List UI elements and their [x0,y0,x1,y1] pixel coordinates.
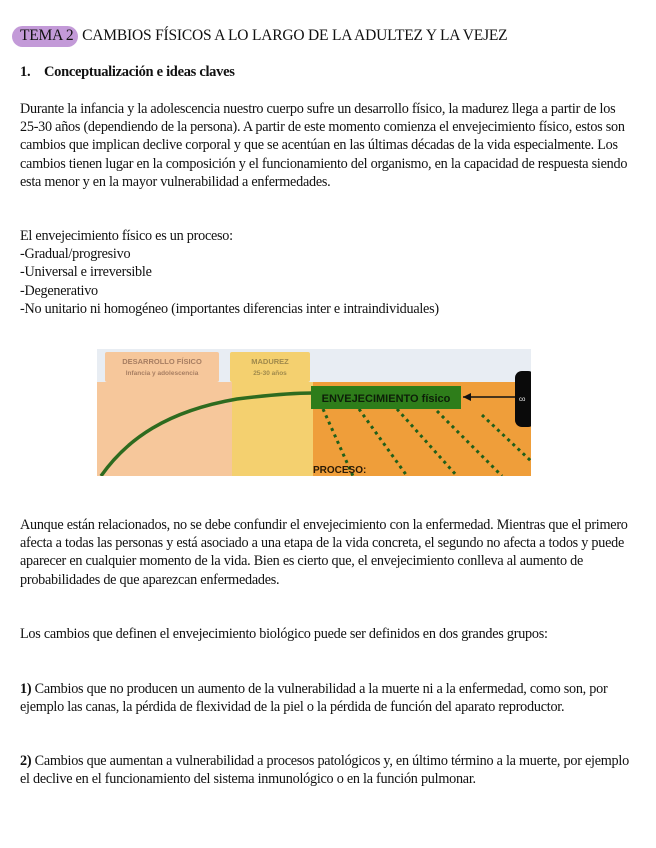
phase-maturity-title: MADUREZ [251,357,289,366]
groups-paragraph: Los cambios que definen el envejecimiento biológico puede ser definidos en dos grandes grupos: [20,626,548,642]
list-item: -No unitario ni homogéneo (importantes diferencias inter e intraindividuales) [20,300,439,317]
process-list-intro: El envejecimiento físico es un proceso: [20,228,233,244]
list-item: -Gradual/progresivo [20,246,131,263]
phase-development-title: DESARROLLO FÍSICO [122,357,202,366]
title-text: CAMBIOS FÍSICOS A LO LARGO DE LA ADULTEZ Y LA VEJEZ [82,27,508,44]
topic-tag: TEMA 2 [12,26,78,47]
document-title [12,26,507,47]
aging-diagram [97,349,531,476]
list-item: -Universal e irreversible [20,264,152,281]
disease-paragraph: Aunque están relacionados, no se debe confundir el envejecimiento con la enfermedad. Mientras que el primero afecta a todas las personas y está asociado a una etapa de la vida concreta, el segundo no afecta a todos y puede aparecer en cualquier momento de la vida. Bien es cierto que, el envejecimiento conlleva al aumento de probabilidades de que aparezcan enfermedades. [20,517,628,588]
group-1-text: Cambios que no producen un aumento de la vulnerabilidad a la muerte ni a la enfermedad, como son, por ejemplo las canas, la pérdida de flexividad de la piel o la pérdida de función del aparato reproductor. [20,681,608,716]
group-1-paragraph [20,680,630,716]
section-heading-text: Conceptualización e ideas claves [44,64,235,80]
phase-development-subtitle: Infancia y adolescencia [125,370,199,377]
section-number: 1. [20,64,31,80]
phase-maturity-subtitle: 25-30 años [253,370,287,377]
process-list [20,227,439,318]
process-label: PROCESO: [313,465,367,476]
side-label: co [519,397,526,403]
aging-label: ENVEJECIMIENTO físico [321,393,451,405]
phase-development-band [97,382,232,476]
group-1-number: 1) [20,681,32,697]
group-2-text: Cambios que aumentan a vulnerabilidad a procesos patológicos y, en último término a la muerte, por ejemplo el declive en el funcionamiento del sistema inmunológico o en la función pulmonar. [20,753,629,788]
group-2-paragraph [20,752,630,788]
list-item: -Degenerativo [20,282,98,299]
group-2-number: 2) [20,753,32,769]
section-heading [20,64,235,81]
intro-paragraph: Durante la infancia y la adolescencia nuestro cuerpo sufre un desarrollo físico, la madurez llega a partir de los 25-30 años (dependiendo de la persona). A partir de este momento comienza el envejecimiento físico, estos son cambios que implican declive corporal y que se acentúan en las últimas décadas de la vida especialmente. Los cambios tienen lugar en la composición y el funcionamiento del organismo, en la capacidad de respuesta siendo esta menor y en la mayor vulnerabilidad a enfermedades. [20,101,628,190]
